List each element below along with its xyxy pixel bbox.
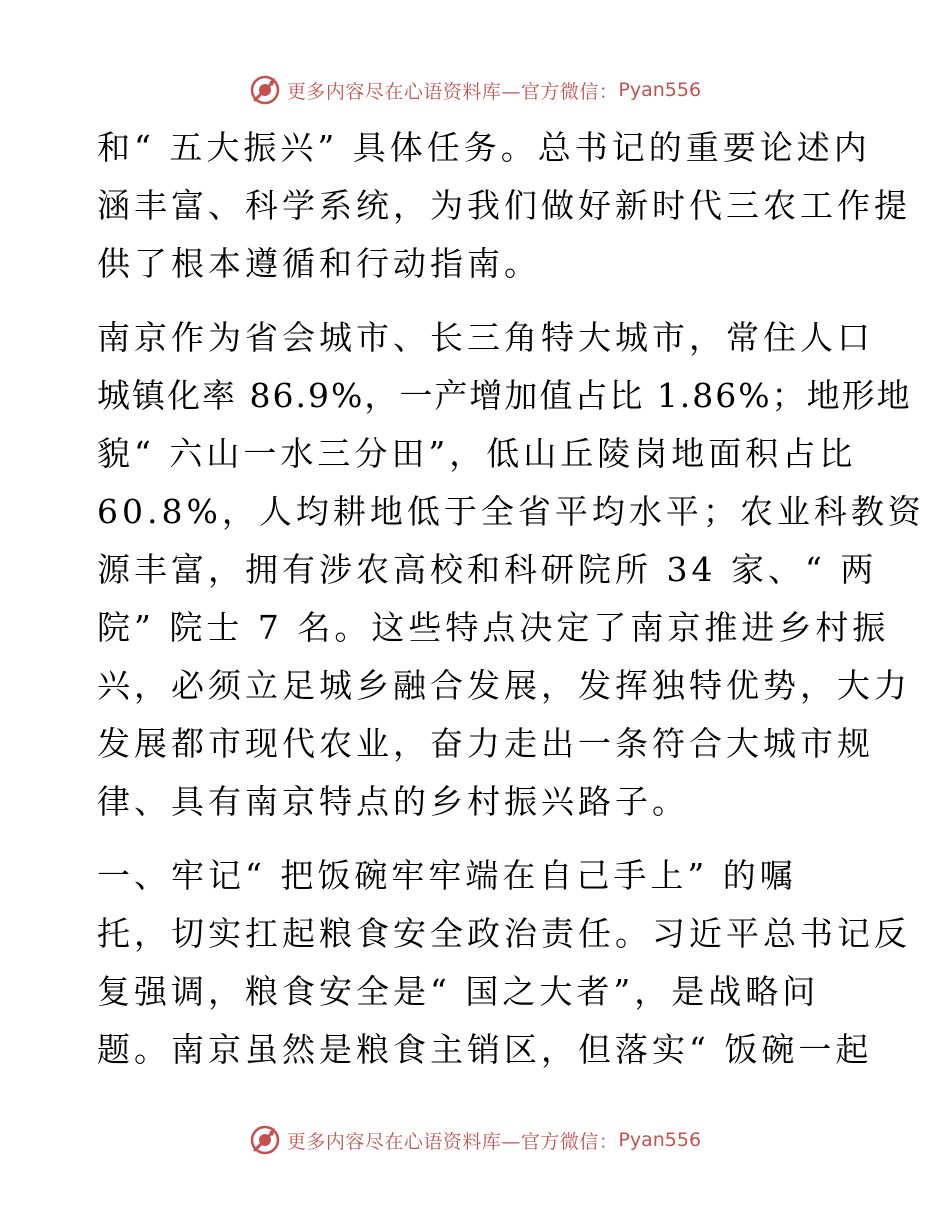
text-line: 貌“ 六山一水三分田”，低山丘陵岗地面积占比 xyxy=(97,434,857,473)
text-line: 供了根本遵循和行动指南。 xyxy=(97,244,541,283)
text-line: 南京作为省会城市、长三角特大城市，常住人口 xyxy=(97,318,874,357)
text-line: 城镇化率 86.9%，一产增加值占比 1.86%；地形地 xyxy=(97,376,912,415)
text-line: 复强调，粮食安全是“ 国之大者”，是战略问 xyxy=(97,972,820,1011)
text-line: 源丰富，拥有涉农高校和科研院所 34 家、“ 两 xyxy=(97,550,878,589)
text-line: 托，切实扛起粮食安全政治责任。习近平总书记反 xyxy=(97,914,911,953)
header-banner-handle: Pyan556 xyxy=(618,79,702,101)
header-banner-text: 更多内容尽在心语资料库—官方微信： xyxy=(286,80,619,103)
text-line: 涵丰富、科学系统，为我们做好新时代三农工作提 xyxy=(97,186,911,225)
text-line: 律、具有南京特点的乡村振兴路子。 xyxy=(97,782,689,821)
text-line: 60.8%，人均耕地低于全省平均水平；农业科教资 xyxy=(97,492,925,531)
text-line: 发展都市现代农业，奋力走出一条符合大城市规 xyxy=(97,724,874,763)
text-line: 一、牢记“ 把饭碗牢牢端在自己手上” 的嘱 xyxy=(97,856,797,895)
footer-banner-handle: Pyan556 xyxy=(618,1129,702,1151)
logo-icon xyxy=(249,1124,281,1156)
text-line: 兴，必须立足城乡融合发展，发挥独特优势，大力 xyxy=(97,666,911,705)
text-line: 和“ 五大振兴” 具体任务。总书记的重要论述内 xyxy=(97,128,871,167)
text-line: 题。南京虽然是粮食主销区，但落实“ 饭碗一起 xyxy=(97,1030,873,1069)
text-line: 院” 院士 7 名。这些特点决定了南京推进乡村振 xyxy=(97,608,890,647)
footer-banner xyxy=(0,1120,950,1160)
footer-banner-text: 更多内容尽在心语资料库—官方微信： xyxy=(286,1130,619,1153)
